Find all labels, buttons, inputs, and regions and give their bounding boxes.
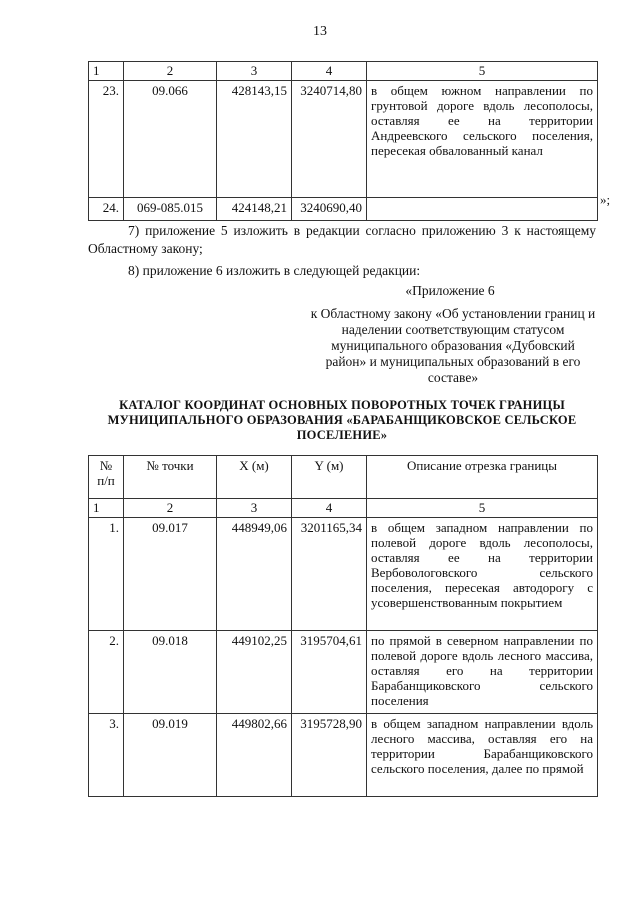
row-number: 1. bbox=[89, 518, 124, 631]
column-number: 5 bbox=[367, 62, 598, 81]
row-number: 24. bbox=[89, 198, 124, 221]
column-number: 4 bbox=[292, 499, 367, 518]
segment-description: в общем южном направлении по грунтовой дороге вдоль лесополосы, оставляя ее на территории Андреевского сельского поселения, пересекая обвалованный канал bbox=[367, 81, 598, 198]
table-row bbox=[89, 198, 598, 221]
column-number: 3 bbox=[217, 62, 292, 81]
y-coordinate: 3240714,80 bbox=[292, 81, 367, 198]
segment-description: в общем западном направлении по полевой дороге вдоль лесополосы, оставляя ее на территории Вербовологовского сельского поселения, пересекая автодорогу с усовершенствованным покрытием bbox=[367, 518, 598, 631]
column-number: 2 bbox=[124, 499, 217, 518]
row-number: 2. bbox=[89, 631, 124, 714]
y-coordinate: 3195704,61 bbox=[292, 631, 367, 714]
paragraph-item-7: 7) приложение 5 изложить в редакции согласно приложению 3 к настоящему Областному закону; bbox=[88, 223, 596, 256]
page-number: 13 bbox=[313, 24, 327, 39]
point-number: 069-085.015 bbox=[124, 198, 217, 221]
column-number: 4 bbox=[292, 62, 367, 81]
column-number-row bbox=[89, 499, 598, 518]
column-number-row bbox=[89, 62, 598, 81]
column-header: № точки bbox=[124, 456, 217, 499]
appendix-title: «Приложение 6 bbox=[405, 283, 495, 298]
table-row bbox=[89, 518, 598, 631]
column-header: Описание отрезка границы bbox=[367, 456, 598, 499]
row-number: 23. bbox=[89, 81, 124, 198]
catalog-title: КАТАЛОГ КООРДИНАТ ОСНОВНЫХ ПОВОРОТНЫХ ТОЧЕК ГРАНИЦЫ МУНИЦИПАЛЬНОГО ОБРАЗОВАНИЯ «БАРАБАНЩИКОВСКОЕ СЕЛЬСКОЕ ПОСЕЛЕНИЕ» bbox=[107, 398, 577, 442]
appendix-subtitle: к Областному закону «Об установлении границ и наделении соответствующим статусом муниципального образования «Дубовский район» и муниципальных образований в его составе» bbox=[310, 306, 596, 385]
paragraph-item-8: 8) приложение 6 изложить в следующей редакции: bbox=[128, 263, 421, 278]
point-number: 09.019 bbox=[124, 714, 217, 797]
point-number: 09.066 bbox=[124, 81, 217, 198]
x-coordinate: 449802,66 bbox=[217, 714, 292, 797]
column-number: 5 bbox=[367, 499, 598, 518]
y-coordinate: 3201165,34 bbox=[292, 518, 367, 631]
column-number: 2 bbox=[124, 62, 217, 81]
column-number: 1 bbox=[89, 499, 124, 518]
segment-description bbox=[367, 198, 598, 221]
segment-description: в общем западном направлении вдоль лесного массива, оставляя его на территории Барабанщиковского сельского поселения, далее по прямой bbox=[367, 714, 598, 797]
coordinates-table-continued bbox=[88, 61, 598, 221]
table-row bbox=[89, 631, 598, 714]
column-header: № п/п bbox=[89, 456, 124, 499]
y-coordinate: 3240690,40 bbox=[292, 198, 367, 221]
x-coordinate: 424148,21 bbox=[217, 198, 292, 221]
y-coordinate: 3195728,90 bbox=[292, 714, 367, 797]
x-coordinate: 448949,06 bbox=[217, 518, 292, 631]
coordinates-catalog-table bbox=[88, 455, 598, 797]
table-row bbox=[89, 714, 598, 797]
column-number: 1 bbox=[89, 62, 124, 81]
x-coordinate: 449102,25 bbox=[217, 631, 292, 714]
point-number: 09.017 bbox=[124, 518, 217, 631]
row-number: 3. bbox=[89, 714, 124, 797]
closing-quote: »; bbox=[600, 192, 611, 207]
column-number: 3 bbox=[217, 499, 292, 518]
table-row bbox=[89, 81, 598, 198]
segment-description: по прямой в северном направлении по полевой дороге вдоль лесного массива, оставляя его на территории Барабанщиковского сельского поселения bbox=[367, 631, 598, 714]
column-header: X (м) bbox=[217, 456, 292, 499]
x-coordinate: 428143,15 bbox=[217, 81, 292, 198]
column-header: Y (м) bbox=[292, 456, 367, 499]
point-number: 09.018 bbox=[124, 631, 217, 714]
table-header-row bbox=[89, 456, 598, 499]
